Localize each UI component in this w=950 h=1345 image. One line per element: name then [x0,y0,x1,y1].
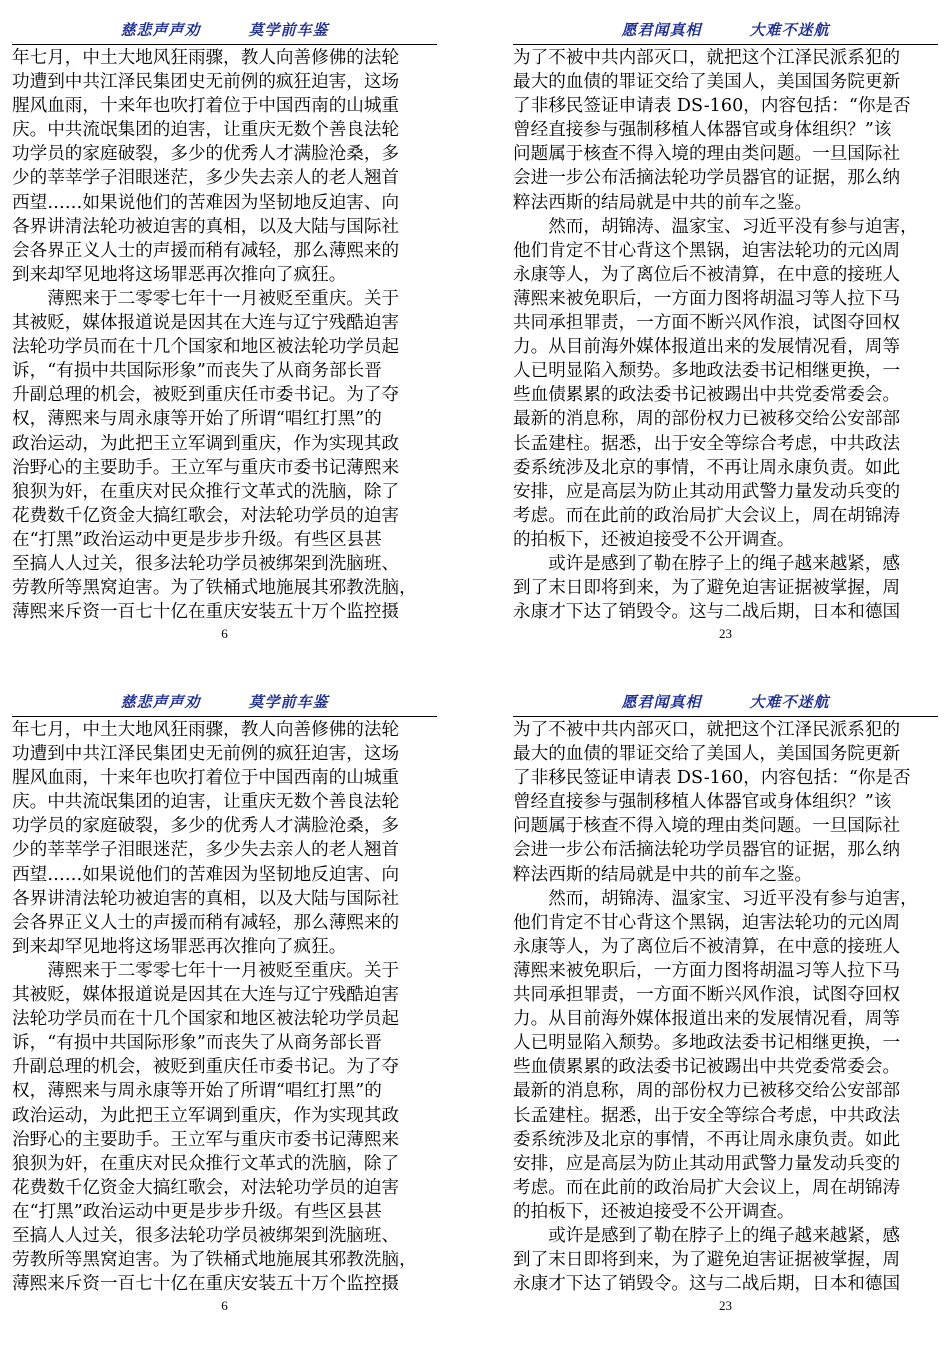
header-phrase-1: 愿君闻真相 [621,692,702,711]
text-line: 功学员的家庭破裂，多少的优秀人才满脸沧桑，多 [12,816,400,837]
text-line: 安排，应是高层为防止其动用武警力量发动兵变的 [513,1153,901,1174]
text-line: 花费数千亿资金大搞红歌会，对法轮功学员的迫害 [12,505,400,526]
text-line: 西望……如果说他们的苦难因为坚韧地反迫害、向 [12,864,400,885]
text-line: 永康等人，为了离位后不被清算，在中意的接班人 [513,936,901,957]
text-line: 委系统涉及北京的事情，不再让周永康负责。如此 [513,457,901,478]
text-line: 的拍板下，还被迫接受不公开调查。 [513,1201,795,1222]
text-line: 考虑。而在此前的政治局扩大会议上，周在胡锦涛 [513,505,901,526]
page-bottom-left [12,686,437,1296]
text-line: 考虑。而在此前的政治局扩大会议上，周在胡锦涛 [513,1177,901,1198]
text-line: 狼狈为奸，在重庆对民众推行文革式的洗脑，除了 [12,481,400,502]
text-line: 少的莘莘学子泪眼迷茫，多少失去亲人的老人翘首 [12,840,400,861]
text-line: 功遭到中共江泽民集团史无前例的疯狂迫害，这场 [12,744,400,765]
text-line: 力。从目前海外媒体报道出来的发展情况看，周等 [513,1009,901,1030]
header-phrase-2: 莫学前车鉴 [248,20,329,39]
header-phrase-1: 愿君闻真相 [621,20,702,39]
header-phrase-1: 慈悲声声劝 [120,20,201,39]
text-line: 会各界正义人士的声援而稍有减轻，那么薄熙来的 [12,912,400,933]
text-line: 安排，应是高层为防止其动用武警力量发动兵变的 [513,481,901,502]
text-line: 薄熙来于二零零七年十一月被贬至重庆。关于 [12,960,400,981]
page-number: 6 [221,1298,228,1313]
running-header [12,14,437,44]
text-line: 西望……如果说他们的苦难因为坚韧地反迫害、向 [12,192,400,213]
text-line: 粹法西斯的结局就是中共的前车之鉴。 [513,864,813,885]
text-line: 共同承担罪责，一方面不断兴风作浪，试图夺回权 [513,985,901,1006]
text-line: 庆。中共流氓集团的迫害，让重庆无数个善良法轮 [12,120,400,141]
text-line: 劳教所等黑窝迫害。为了铁桶式地施展其邪教洗脑， [12,578,417,599]
running-header [513,686,938,716]
text-line: 共同承担罪责，一方面不断兴风作浪，试图夺回权 [513,313,901,334]
text-line: 升副总理的机会，被贬到重庆任市委书记。为了夺 [12,385,400,406]
text-line: 长孟建柱。据悉，出于安全等综合考虑，中共政法 [513,433,901,454]
text-line: 其被贬，媒体报道说是因其在大连与辽宁残酷迫害 [12,313,400,334]
text-line: 少的莘莘学子泪眼迷茫，多少失去亲人的老人翘首 [12,168,400,189]
text-line: 些血债累累的政法委书记被踢出中共党委常委会。 [513,1057,901,1078]
text-line: 诉，“有损中共国际形象”而丧失了从商务部长晋 [12,1033,382,1054]
text-line: 了非移民签证申请表 DS-160，内容包括：“你是否 [513,768,911,789]
text-line: 或许是感到了勒在脖子上的绳子越来越紧，感 [513,553,901,574]
text-line: 永康等人，为了离位后不被清算，在中意的接班人 [513,264,901,285]
text-line: 薄熙来斥资一百七十亿在重庆安装五十万个监控摄 [12,1274,400,1295]
text-line: 年七月，中土大地风狂雨骤，教人向善修佛的法轮 [12,48,400,68]
text-line: 功遭到中共江泽民集团史无前例的疯狂迫害，这场 [12,72,400,93]
text-line: 各界讲清法轮功被迫害的真相，以及大陆与国际社 [12,888,400,909]
text-line: 然而，胡锦涛、温家宝、习近平没有参与迫害， [513,888,918,909]
page-top-left [12,14,437,624]
text-line: 长孟建柱。据悉，出于安全等综合考虑，中共政法 [513,1105,901,1126]
text-line: 人已明显陷入颓势。多地政法委书记相继更换，一 [513,361,901,382]
text-line: 薄熙来被免职后，一方面力图将胡温习等人拉下马 [513,960,901,981]
text-line: 功学员的家庭破裂，多少的优秀人才满脸沧桑，多 [12,144,400,165]
text-line: 粹法西斯的结局就是中共的前车之鉴。 [513,192,813,213]
text-line: 至搞人人过关，很多法轮功学员被绑架到洗脑班、 [12,553,400,574]
text-line: 问题属于核查不得入境的理由类问题。一旦国际社 [513,816,901,837]
text-line: 最大的血债的罪证交给了美国人，美国国务院更新 [513,72,901,93]
text-line: 为了不被中共内部灭口，就把这个江泽民派系犯的 [513,720,901,740]
text-line: 然而，胡锦涛、温家宝、习近平没有参与迫害， [513,216,918,237]
header-phrase-2: 大难不迷航 [749,692,830,711]
text-line: 他们肯定不甘心背这个黑锅，迫害法轮功的元凶周 [513,240,901,261]
text-line: 升副总理的机会，被贬到重庆任市委书记。为了夺 [12,1057,400,1078]
text-line: 力。从目前海外媒体报道出来的发展情况看，周等 [513,337,901,358]
text-line: 政治运动，为此把王立军调到重庆，作为实现其政 [12,1105,400,1126]
text-line: 到了末日即将到来，为了避免迫害证据被掌握，周 [513,578,901,599]
text-line: 永康才下达了销毁令。这与二战后期，日本和德国 [513,602,901,623]
text-line: 薄熙来斥资一百七十亿在重庆安装五十万个监控摄 [12,602,400,623]
text-line: 他们肯定不甘心背这个黑锅，迫害法轮功的元凶周 [513,912,901,933]
text-line: 花费数千亿资金大搞红歌会，对法轮功学员的迫害 [12,1177,400,1198]
text-line: 会进一步公布活摘法轮功学员器官的证据，那么纳 [513,840,901,861]
text-line: 劳教所等黑窝迫害。为了铁桶式地施展其邪教洗脑， [12,1250,417,1271]
text-line: 曾经直接参与强制移植人体器官或身体组织？”该 [513,120,892,141]
text-line: 了非移民签证申请表 DS-160，内容包括：“你是否 [513,96,911,117]
text-line: 问题属于核查不得入境的理由类问题。一旦国际社 [513,144,901,165]
text-line: 人已明显陷入颓势。多地政法委书记相继更换，一 [513,1033,901,1054]
text-line: 曾经直接参与强制移植人体器官或身体组织？”该 [513,792,892,813]
text-line: 会进一步公布活摘法轮功学员器官的证据，那么纳 [513,168,901,189]
text-line: 的拍板下，还被迫接受不公开调查。 [513,529,795,550]
text-line: 到来却罕见地将这场罪恶再次推向了疯狂。 [12,264,347,285]
text-line: 其被贬，媒体报道说是因其在大连与辽宁残酷迫害 [12,985,400,1006]
body-text [12,45,437,624]
text-line: 到了末日即将到来，为了避免迫害证据被掌握，周 [513,1250,901,1271]
text-line: 治野心的主要助手。王立军与重庆市委书记薄熙来 [12,457,400,478]
header-phrase-1: 慈悲声声劝 [120,692,201,711]
text-line: 委系统涉及北京的事情，不再让周永康负责。如此 [513,1129,901,1150]
text-line: 至搞人人过关，很多法轮功学员被绑架到洗脑班、 [12,1225,400,1246]
text-line: 法轮功学员而在十几个国家和地区被法轮功学员起 [12,337,400,358]
text-line: 在“打黑”政治运动中更是步步升级。有些区县甚 [12,529,382,550]
text-line: 最新的消息称，周的部份权力已被移交给公安部部 [513,1081,901,1102]
text-line: 政治运动，为此把王立军调到重庆，作为实现其政 [12,433,400,454]
text-line: 权，薄熙来与周永康等开始了所谓“唱红打黑”的 [12,1081,382,1102]
page-number: 23 [719,1298,732,1313]
text-line: 最大的血债的罪证交给了美国人，美国国务院更新 [513,744,901,765]
body-text [12,717,437,1296]
header-phrase-2: 大难不迷航 [749,20,830,39]
text-line: 会各界正义人士的声援而稍有减轻，那么薄熙来的 [12,240,400,261]
text-line: 各界讲清法轮功被迫害的真相，以及大陆与国际社 [12,216,400,237]
text-line: 庆。中共流氓集团的迫害，让重庆无数个善良法轮 [12,792,400,813]
text-line: 或许是感到了勒在脖子上的绳子越来越紧，感 [513,1225,901,1246]
text-line: 永康才下达了销毁令。这与二战后期，日本和德国 [513,1274,901,1295]
page-bottom-right [513,686,938,1296]
text-line: 薄熙来被免职后，一方面力图将胡温习等人拉下马 [513,288,901,309]
text-line: 薄熙来于二零零七年十一月被贬至重庆。关于 [12,288,400,309]
text-line: 最新的消息称，周的部份权力已被移交给公安部部 [513,409,901,430]
text-line: 在“打黑”政治运动中更是步步升级。有些区县甚 [12,1201,382,1222]
running-header [12,686,437,716]
header-phrase-2: 莫学前车鉴 [248,692,329,711]
running-header [513,14,938,44]
text-line: 权，薄熙来与周永康等开始了所谓“唱红打黑”的 [12,409,382,430]
text-line: 狼狈为奸，在重庆对民众推行文革式的洗脑，除了 [12,1153,400,1174]
text-line: 些血债累累的政法委书记被踢出中共党委常委会。 [513,385,901,406]
text-line: 腥风血雨，十来年也吹打着位于中国西南的山城重 [12,96,400,117]
page-number: 6 [221,626,228,641]
body-text [513,45,938,624]
text-line: 到来却罕见地将这场罪恶再次推向了疯狂。 [12,936,347,957]
text-line: 法轮功学员而在十几个国家和地区被法轮功学员起 [12,1009,400,1030]
page-number: 23 [719,626,732,641]
body-text [513,717,938,1296]
page-top-right [513,14,938,624]
text-line: 年七月，中土大地风狂雨骤，教人向善修佛的法轮 [12,720,400,740]
text-line: 诉，“有损中共国际形象”而丧失了从商务部长晋 [12,361,382,382]
text-line: 腥风血雨，十来年也吹打着位于中国西南的山城重 [12,768,400,789]
text-line: 为了不被中共内部灭口，就把这个江泽民派系犯的 [513,48,901,68]
text-line: 治野心的主要助手。王立军与重庆市委书记薄熙来 [12,1129,400,1150]
